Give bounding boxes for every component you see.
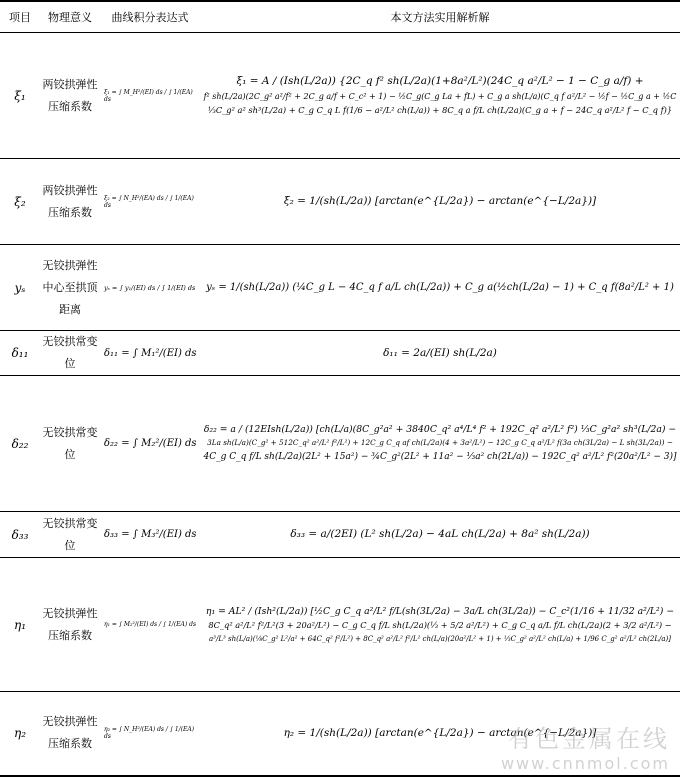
analytical-solution <box>200 159 680 245</box>
coefficient-symbol: δ₃₃ <box>11 527 29 542</box>
solution-line: a³/L³ sh(L/a)(⅛C_g² L²/a² + 64C_q² f²/L²) + 8C_q² a²/L² f²/L² ch(L/a)(20a²/L² + 1) + ⅓C_g² a²/L² ch(L/a) + 1/96 C_g² a²/L² ch(2L/a)] <box>208 634 672 643</box>
integral-expression: δ₃₃ = ∫ M₃²/(EI) ds <box>104 529 197 540</box>
header-expression: 曲线积分表达式 <box>100 1 200 33</box>
analytical-solution <box>200 331 680 376</box>
physical-meaning: 无铰拱常变位 <box>42 335 98 370</box>
integral-expression: η₁ = ∫ M₂²/(EI) ds / ∫ 1/(EA) ds <box>104 621 197 628</box>
physical-meaning: 无铰拱弹性中心至拱顶距离 <box>42 258 98 316</box>
integral-expression: δ₁₁ = ∫ M₁²/(EI) ds <box>104 347 197 359</box>
watermark-text-cn: 有色金属在线 <box>508 725 670 753</box>
table-row <box>0 33 680 159</box>
solution-line: δ₃₃ = a/(2EI) (L² sh(L/2a) − 4aL ch(L/2a) + 8a² sh(L/2a)) <box>290 528 590 541</box>
solution-line: ⅓C_g² a² sh³(L/2a) + C_g C_q L f(1/6 − a²/L² ch(L/a)) + 8C_q a f/L ch(L/2a)(C_g a + f − 24C_q a²/L² f − C_q f)} <box>207 104 673 115</box>
integral-expression: ξ₁ = ∫ M_H²/(EI) ds / ∫ 1/(EA) ds <box>104 88 193 103</box>
integral-expression: η₂ = ∫ N_H²/(EA) ds / ∫ 1/(EA) ds <box>104 726 195 741</box>
solution-line: 3La sh(L/a)(C_g² + 512C_q² a²/L² f²/L²) + 12C_g C_q af ch(L/2a)(4 + 3a²/L²) − 12C_g C_q a²/L² f(3a ch(3L/2a) − L sh(3L/2a)) − <box>207 438 673 448</box>
physical-meaning: 无铰拱常变位 <box>42 425 98 461</box>
physical-meaning: 两铰拱弹性压缩系数 <box>42 77 98 113</box>
analytical-solution <box>200 692 680 776</box>
coefficient-symbol: δ₁₁ <box>11 346 29 360</box>
solution-line: η₂ = 1/(sh(L/2a)) [arctan(e^{L/2a}) − arctan(e^{−L/2a})] <box>283 726 597 739</box>
table-row <box>0 159 680 245</box>
solution-line: ξ₁ = A / (Ish(L/2a)) {2C_q f² sh(L/2a)(1+8a²/L²)(24C_q a²/L² − 1 − C_g a/f) + <box>236 75 644 88</box>
coefficient-symbol: ξ₁ <box>14 88 26 103</box>
analytical-solution <box>200 376 680 512</box>
solution-line: yₛ = 1/(sh(L/2a)) (¼C_g L − 4C_q f a/L ch(L/2a)) + C_g a(½ch(L/2a) − 1) + C_q f(8a²/L² + 1) <box>206 281 674 293</box>
physical-meaning: 两铰拱弹性压缩系数 <box>42 183 98 219</box>
coefficient-symbol: η₂ <box>14 726 26 741</box>
solution-line: δ₁₁ = 2a/(EI) sh(L/2a) <box>383 346 497 359</box>
solution-line: δ₂₂ = a / (12EIsh(L/2a)) [ch(L/a)(8C_g²a² + 3840C_q² a⁴/L⁴ f² + 192C_q² a²/L² f²) ⅓C_g²a² sh³(L/2a) − <box>203 424 677 436</box>
solution-line: η₁ = AL² / (Ish²(L/2a)) [½C_g C_q a²/L² f/L(sh(3L/2a) − 3a/L ch(3L/2a)) − C_c²(1/16 + 11/32 a²/L²) − <box>205 605 675 617</box>
analytical-solution <box>200 245 680 331</box>
table-row <box>0 376 680 512</box>
table-row <box>0 245 680 331</box>
integral-expression: δ₂₂ = ∫ M₂²/(EI) ds <box>104 438 197 449</box>
table-row <box>0 512 680 558</box>
physical-meaning: 无铰拱常变位 <box>42 516 98 552</box>
physical-meaning: 无铰拱弹性压缩系数 <box>42 715 98 751</box>
solution-line: 4C_g C_q f/L sh(L/2a)(2L² + 15a²) − ¾C_g²(2L² + 11a² − ⅓a² ch(2L/a)) − 192C_q² a²/L² f²(20a²/L² − 3)] <box>203 451 677 462</box>
header-solution: 本文方法实用解析解 <box>200 1 680 33</box>
table-row <box>0 558 680 692</box>
table-row <box>0 331 680 376</box>
coefficient-symbol: δ₂₂ <box>11 436 29 451</box>
solution-line: 8C_q² a²/L² f²/L²(3 + 20a²/L²) − C_g C_q f/L sh(L/2a)(⅓ + 5/2 a²/L²) + C_g C_q a/L f/L ch(L/2a)(2 + 3/2 a²/L²) − <box>208 619 672 630</box>
coefficient-symbol: η₁ <box>14 617 26 632</box>
analytical-solution <box>200 558 680 692</box>
analytical-solution <box>200 512 680 558</box>
integral-expression: ξ₂ = ∫ N_H²/(EA) ds / ∫ 1/(EA) ds <box>104 194 194 209</box>
table-row <box>0 692 680 776</box>
coefficient-symbol: ξ₂ <box>14 194 26 209</box>
header-row <box>0 1 680 33</box>
solution-line: f² sh(L/2a)(2C_g² a²/f² + 2C_g a/f + C_c² + 1) − ½C_g(C_g La + fL) + C_g a sh(L/a)(C_q f a²/L² − ½f − ½C_g a + ½C <box>203 92 677 102</box>
physical-meaning: 无铰拱弹性压缩系数 <box>42 606 98 642</box>
header-meaning: 物理意义 <box>40 1 100 33</box>
watermark-text-url: www.cnnmol.com <box>500 754 670 773</box>
coefficient-symbol: yₛ <box>14 280 26 295</box>
header-item: 项目 <box>0 1 40 33</box>
analytical-solution <box>200 33 680 159</box>
solution-line: ξ₂ = 1/(sh(L/2a)) [arctan(e^{L/2a}) − arctan(e^{−L/2a})] <box>283 195 597 208</box>
integral-expression: yₛ = ∫ y₁/(EI) ds / ∫ 1/(EI) ds <box>104 283 196 292</box>
